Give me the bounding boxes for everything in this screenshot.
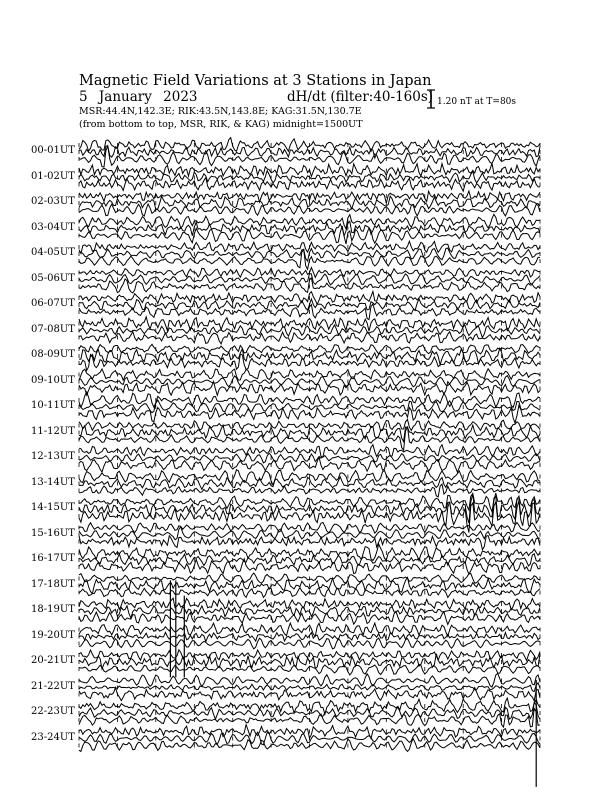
hour-label: 02-03UT — [31, 196, 75, 207]
trace-msr-00-01UT — [79, 146, 540, 167]
hour-label: 13-14UT — [31, 476, 75, 488]
hour-label: 10-11UT — [31, 400, 75, 411]
scale-bar-label: 1.20 nT at T=80s — [437, 97, 517, 107]
hour-label: 16-17UT — [31, 553, 75, 564]
hour-label: 09-10UT — [31, 374, 75, 386]
chart-date: 5 January 2023 — [79, 89, 198, 105]
hour-label: 22-23UT — [31, 706, 75, 717]
minute-tick-group — [79, 143, 540, 748]
hour-label: 11-12UT — [31, 425, 75, 437]
hour-label: 20-21UT — [31, 655, 75, 666]
hour-label: 18-19UT — [31, 604, 75, 615]
hour-label: 05-06UT — [31, 272, 75, 284]
hour-label: 23-24UT — [31, 731, 75, 743]
hour-label: 08-09UT — [31, 349, 75, 360]
hour-label: 07-08UT — [31, 323, 75, 335]
hour-label: 19-20UT — [31, 629, 75, 641]
chart-component: dH/dt (filter:40-160s) — [287, 89, 434, 105]
hour-label: 03-04UT — [31, 221, 75, 233]
station-coordinates: MSR:44.4N,142.3E; RIK:43.5N,143.8E; KAG:31.5N,130.7E — [79, 106, 362, 117]
hour-label: 14-15UT — [31, 502, 75, 513]
station-order-note: (from bottom to top, MSR, RIK, & KAG) midnight=1500UT — [79, 119, 363, 130]
hour-label: 04-05UT — [31, 247, 75, 258]
hour-label: 15-16UT — [31, 527, 75, 539]
hour-label: 21-22UT — [31, 680, 75, 692]
chart-title: Magnetic Field Variations at 3 Stations in Japan — [79, 73, 432, 89]
hour-label: 12-13UT — [31, 451, 75, 462]
hour-label: 01-02UT — [31, 170, 75, 182]
hour-label: 17-18UT — [31, 578, 75, 590]
hour-label: 00-01UT — [31, 145, 75, 156]
hour-label: 06-07UT — [31, 298, 75, 309]
spike-group — [170, 580, 536, 787]
